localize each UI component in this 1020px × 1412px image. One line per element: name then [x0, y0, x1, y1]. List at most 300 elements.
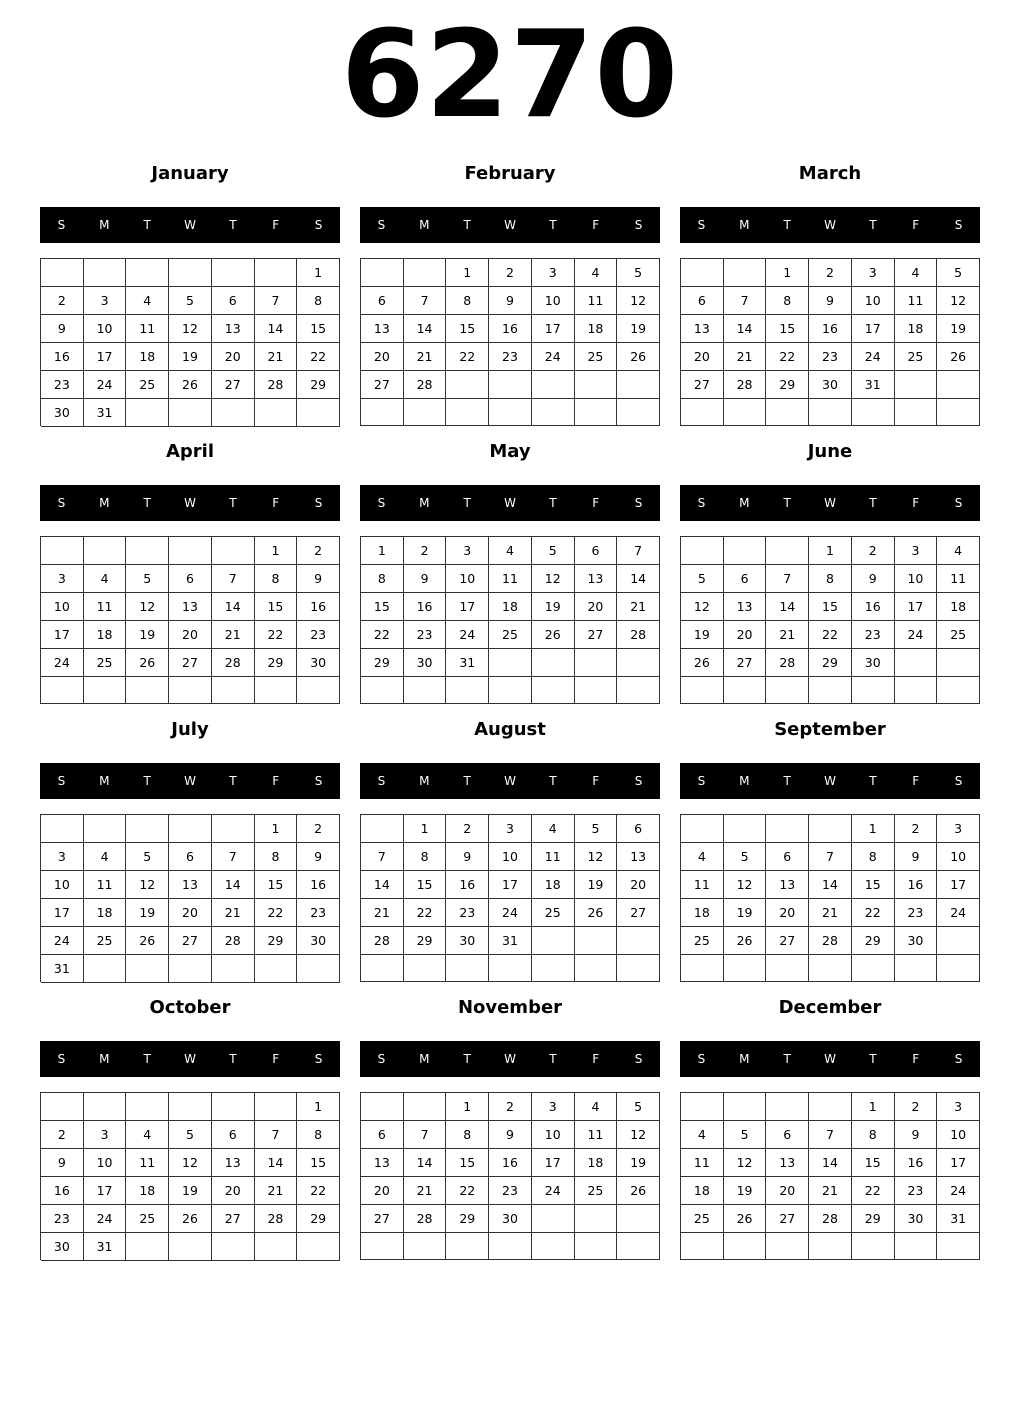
day-cell: 9 [489, 1121, 532, 1149]
day-cell: 15 [446, 1149, 489, 1177]
day-cell: 3 [532, 1093, 575, 1121]
empty-day-cell [489, 649, 532, 677]
empty-day-cell [532, 371, 575, 399]
weekday-header: S [697, 218, 706, 232]
weekday-header-row [40, 207, 340, 243]
day-cell: 16 [404, 593, 447, 621]
day-cell: 22 [361, 621, 404, 649]
empty-day-cell [895, 399, 938, 426]
day-cell: 18 [937, 593, 980, 621]
empty-day-cell [617, 1205, 660, 1233]
weekday-header: S [954, 218, 963, 232]
weekday-header: F [912, 496, 920, 510]
empty-day-cell [575, 955, 618, 982]
weekday-header: T [783, 218, 791, 232]
day-cell: 30 [297, 649, 340, 677]
day-cell: 6 [724, 565, 767, 593]
empty-day-cell [255, 677, 298, 704]
month-name: March [798, 163, 862, 184]
empty-day-cell [724, 677, 767, 704]
day-cell: 7 [255, 1121, 298, 1149]
day-cell: 14 [212, 593, 255, 621]
empty-day-cell [852, 399, 895, 426]
weekday-header: T [229, 218, 237, 232]
day-cell: 20 [681, 343, 724, 371]
day-cell: 1 [446, 1093, 489, 1121]
weekday-header: T [143, 496, 151, 510]
empty-day-cell [766, 537, 809, 565]
empty-day-cell [489, 955, 532, 982]
day-cell: 5 [724, 1121, 767, 1149]
weekday-header: W [184, 1052, 196, 1066]
empty-day-cell [169, 537, 212, 565]
day-cell: 8 [297, 1121, 340, 1149]
weekday-header: S [57, 218, 66, 232]
day-cell: 9 [895, 1121, 938, 1149]
empty-day-cell [41, 259, 84, 287]
empty-day-cell [895, 1233, 938, 1260]
weekday-header: S [697, 496, 706, 510]
day-cell: 26 [617, 343, 660, 371]
empty-day-cell [532, 1205, 575, 1233]
day-cell: 18 [126, 1177, 169, 1205]
weekday-header-row [40, 763, 340, 799]
month-name: August [474, 719, 546, 740]
day-cell: 24 [895, 621, 938, 649]
empty-day-cell [617, 955, 660, 982]
empty-day-cell [41, 537, 84, 565]
day-cell: 23 [297, 621, 340, 649]
day-cell: 1 [297, 259, 340, 287]
day-cell: 22 [297, 343, 340, 371]
day-cell: 17 [84, 343, 127, 371]
empty-day-cell [404, 399, 447, 426]
day-cell: 18 [681, 1177, 724, 1205]
empty-day-cell [255, 399, 298, 427]
weekday-header: M [419, 496, 430, 510]
day-cell: 29 [361, 649, 404, 677]
day-cell: 1 [361, 537, 404, 565]
day-cell: 7 [212, 843, 255, 871]
day-cell: 24 [489, 899, 532, 927]
day-cell: 23 [404, 621, 447, 649]
empty-day-cell [575, 677, 618, 704]
day-cell: 27 [361, 1205, 404, 1233]
day-cell: 15 [255, 871, 298, 899]
day-cell: 12 [169, 315, 212, 343]
day-cell: 12 [617, 1121, 660, 1149]
day-cell: 15 [852, 1149, 895, 1177]
day-cell: 15 [809, 593, 852, 621]
day-cell: 16 [41, 343, 84, 371]
day-cell: 10 [41, 593, 84, 621]
weekday-header: W [184, 496, 196, 510]
day-cell: 15 [446, 315, 489, 343]
day-cell: 13 [169, 871, 212, 899]
day-cell: 16 [895, 871, 938, 899]
day-cell: 24 [84, 371, 127, 399]
empty-day-cell [489, 1233, 532, 1260]
day-cell: 29 [852, 927, 895, 955]
day-cell: 19 [617, 1149, 660, 1177]
day-cell: 2 [852, 537, 895, 565]
empty-day-cell [617, 371, 660, 399]
day-cell: 18 [84, 621, 127, 649]
day-cell: 6 [361, 287, 404, 315]
day-cell: 12 [126, 593, 169, 621]
empty-day-cell [84, 1093, 127, 1121]
day-cell: 5 [681, 565, 724, 593]
day-grid [40, 814, 340, 982]
day-cell: 13 [617, 843, 660, 871]
day-cell: 28 [724, 371, 767, 399]
month-name: November [457, 997, 563, 1018]
empty-day-cell [84, 815, 127, 843]
day-cell: 9 [895, 843, 938, 871]
day-cell: 2 [446, 815, 489, 843]
day-cell: 7 [724, 287, 767, 315]
day-cell: 22 [297, 1177, 340, 1205]
day-cell: 28 [212, 649, 255, 677]
weekday-header-row [680, 485, 980, 521]
day-cell: 31 [84, 1233, 127, 1261]
day-cell: 30 [895, 927, 938, 955]
day-cell: 7 [617, 537, 660, 565]
day-cell: 25 [126, 1205, 169, 1233]
day-cell: 28 [255, 1205, 298, 1233]
day-cell: 10 [489, 843, 532, 871]
day-cell: 16 [809, 315, 852, 343]
day-cell: 25 [575, 343, 618, 371]
weekday-header: T [549, 1052, 557, 1066]
day-cell: 24 [532, 343, 575, 371]
day-cell: 16 [297, 593, 340, 621]
day-cell: 24 [84, 1205, 127, 1233]
weekday-header: T [143, 774, 151, 788]
day-cell: 13 [681, 315, 724, 343]
day-cell: 25 [489, 621, 532, 649]
day-cell: 17 [937, 871, 980, 899]
empty-day-cell [575, 1205, 618, 1233]
day-cell: 6 [617, 815, 660, 843]
day-cell: 30 [852, 649, 895, 677]
empty-day-cell [766, 955, 809, 982]
day-cell: 1 [852, 1093, 895, 1121]
empty-day-cell [617, 399, 660, 426]
day-cell: 21 [212, 899, 255, 927]
month-name: February [464, 163, 556, 184]
day-cell: 5 [126, 565, 169, 593]
weekday-header: F [272, 496, 280, 510]
day-cell: 19 [617, 315, 660, 343]
month-name: June [807, 441, 853, 462]
day-cell: 14 [809, 1149, 852, 1177]
day-cell: 25 [84, 927, 127, 955]
weekday-header: W [184, 218, 196, 232]
weekday-header: S [57, 1052, 66, 1066]
day-cell: 13 [361, 315, 404, 343]
weekday-header: S [634, 1052, 643, 1066]
day-cell: 2 [895, 815, 938, 843]
day-cell: 27 [724, 649, 767, 677]
day-cell: 4 [575, 1093, 618, 1121]
weekday-header: S [954, 774, 963, 788]
day-cell: 6 [766, 1121, 809, 1149]
day-grid [40, 258, 340, 426]
day-cell: 6 [361, 1121, 404, 1149]
day-cell: 2 [41, 1121, 84, 1149]
empty-day-cell [852, 1233, 895, 1260]
weekday-header: S [634, 774, 643, 788]
empty-day-cell [361, 677, 404, 704]
day-cell: 5 [575, 815, 618, 843]
weekday-header: T [783, 774, 791, 788]
weekday-header: S [634, 218, 643, 232]
day-cell: 11 [575, 287, 618, 315]
empty-day-cell [937, 1233, 980, 1260]
day-cell: 5 [169, 1121, 212, 1149]
weekday-header: S [377, 774, 386, 788]
day-cell: 12 [617, 287, 660, 315]
day-cell: 28 [809, 927, 852, 955]
day-cell: 9 [852, 565, 895, 593]
day-cell: 13 [361, 1149, 404, 1177]
empty-day-cell [575, 927, 618, 955]
day-cell: 18 [895, 315, 938, 343]
empty-day-cell [489, 371, 532, 399]
day-cell: 12 [532, 565, 575, 593]
month-name: January [151, 163, 229, 184]
weekday-header: T [549, 774, 557, 788]
day-cell: 16 [297, 871, 340, 899]
day-cell: 10 [84, 1149, 127, 1177]
day-cell: 27 [766, 927, 809, 955]
day-cell: 27 [681, 371, 724, 399]
weekday-header: F [272, 774, 280, 788]
day-cell: 19 [169, 1177, 212, 1205]
day-cell: 30 [404, 649, 447, 677]
weekday-header: W [504, 496, 516, 510]
empty-day-cell [532, 399, 575, 426]
empty-day-cell [126, 1233, 169, 1261]
day-grid [40, 1092, 340, 1260]
weekday-header: T [229, 774, 237, 788]
day-cell: 27 [212, 1205, 255, 1233]
day-cell: 8 [766, 287, 809, 315]
day-cell: 23 [895, 1177, 938, 1205]
day-cell: 29 [297, 1205, 340, 1233]
day-cell: 14 [724, 315, 767, 343]
day-grid [680, 814, 980, 982]
day-cell: 22 [255, 899, 298, 927]
empty-day-cell [937, 649, 980, 677]
day-grid [360, 258, 660, 426]
empty-day-cell [937, 399, 980, 426]
day-cell: 21 [617, 593, 660, 621]
day-cell: 20 [169, 899, 212, 927]
day-cell: 25 [126, 371, 169, 399]
day-cell: 11 [575, 1121, 618, 1149]
empty-day-cell [84, 537, 127, 565]
day-cell: 23 [809, 343, 852, 371]
empty-day-cell [169, 1093, 212, 1121]
day-cell: 2 [895, 1093, 938, 1121]
empty-day-cell [617, 649, 660, 677]
weekday-header: T [229, 1052, 237, 1066]
empty-day-cell [212, 677, 255, 704]
day-cell: 2 [809, 259, 852, 287]
day-cell: 3 [41, 565, 84, 593]
day-cell: 5 [937, 259, 980, 287]
day-cell: 16 [489, 315, 532, 343]
day-cell: 26 [126, 649, 169, 677]
day-cell: 27 [361, 371, 404, 399]
empty-day-cell [532, 677, 575, 704]
day-cell: 4 [895, 259, 938, 287]
day-grid [360, 814, 660, 982]
day-cell: 7 [255, 287, 298, 315]
day-cell: 26 [681, 649, 724, 677]
empty-day-cell [297, 677, 340, 704]
empty-day-cell [404, 1233, 447, 1260]
day-cell: 16 [895, 1149, 938, 1177]
empty-day-cell [361, 955, 404, 982]
day-cell: 2 [489, 1093, 532, 1121]
day-cell: 23 [489, 1177, 532, 1205]
empty-day-cell [681, 815, 724, 843]
day-cell: 20 [361, 343, 404, 371]
day-cell: 23 [895, 899, 938, 927]
empty-day-cell [361, 815, 404, 843]
day-cell: 11 [126, 315, 169, 343]
weekday-header: F [912, 774, 920, 788]
day-cell: 22 [404, 899, 447, 927]
weekday-header: F [912, 1052, 920, 1066]
day-cell: 28 [809, 1205, 852, 1233]
empty-day-cell [41, 1093, 84, 1121]
empty-day-cell [766, 677, 809, 704]
day-cell: 30 [895, 1205, 938, 1233]
weekday-header: M [99, 1052, 110, 1066]
empty-day-cell [724, 1233, 767, 1260]
empty-day-cell [809, 1233, 852, 1260]
empty-day-cell [446, 955, 489, 982]
empty-day-cell [212, 537, 255, 565]
day-cell: 15 [852, 871, 895, 899]
day-cell: 8 [255, 565, 298, 593]
day-cell: 10 [532, 1121, 575, 1149]
day-cell: 20 [361, 1177, 404, 1205]
day-cell: 12 [937, 287, 980, 315]
day-cell: 31 [852, 371, 895, 399]
weekday-header: W [824, 774, 836, 788]
day-cell: 26 [169, 371, 212, 399]
empty-day-cell [404, 677, 447, 704]
day-cell: 24 [446, 621, 489, 649]
day-cell: 10 [84, 315, 127, 343]
day-cell: 23 [446, 899, 489, 927]
day-cell: 27 [766, 1205, 809, 1233]
day-cell: 7 [404, 1121, 447, 1149]
empty-day-cell [212, 1233, 255, 1261]
day-cell: 18 [681, 899, 724, 927]
empty-day-cell [255, 955, 298, 983]
day-cell: 3 [41, 843, 84, 871]
day-cell: 6 [212, 287, 255, 315]
day-cell: 26 [617, 1177, 660, 1205]
empty-day-cell [724, 955, 767, 982]
empty-day-cell [575, 649, 618, 677]
day-cell: 4 [681, 1121, 724, 1149]
day-cell: 22 [809, 621, 852, 649]
day-cell: 24 [852, 343, 895, 371]
empty-day-cell [446, 399, 489, 426]
day-cell: 8 [446, 287, 489, 315]
empty-day-cell [446, 677, 489, 704]
day-cell: 21 [255, 343, 298, 371]
day-cell: 26 [575, 899, 618, 927]
day-cell: 20 [617, 871, 660, 899]
weekday-header: W [824, 496, 836, 510]
empty-day-cell [212, 259, 255, 287]
empty-day-cell [361, 1233, 404, 1260]
day-cell: 11 [126, 1149, 169, 1177]
day-cell: 30 [446, 927, 489, 955]
day-cell: 4 [126, 287, 169, 315]
empty-day-cell [126, 399, 169, 427]
day-cell: 5 [617, 259, 660, 287]
empty-day-cell [84, 955, 127, 983]
day-cell: 31 [41, 955, 84, 983]
empty-day-cell [446, 1233, 489, 1260]
empty-day-cell [617, 677, 660, 704]
day-cell: 21 [809, 1177, 852, 1205]
empty-day-cell [766, 1233, 809, 1260]
day-cell: 3 [852, 259, 895, 287]
weekday-header: S [57, 496, 66, 510]
weekday-header: W [824, 1052, 836, 1066]
empty-day-cell [852, 955, 895, 982]
empty-day-cell [895, 649, 938, 677]
day-cell: 26 [169, 1205, 212, 1233]
weekday-header: T [549, 496, 557, 510]
day-cell: 19 [126, 899, 169, 927]
day-cell: 17 [446, 593, 489, 621]
empty-day-cell [724, 1093, 767, 1121]
weekday-header: T [869, 218, 877, 232]
day-cell: 8 [361, 565, 404, 593]
day-cell: 13 [212, 315, 255, 343]
day-cell: 9 [41, 1149, 84, 1177]
day-cell: 29 [255, 649, 298, 677]
day-cell: 24 [937, 1177, 980, 1205]
day-cell: 9 [404, 565, 447, 593]
empty-day-cell [937, 677, 980, 704]
empty-day-cell [809, 955, 852, 982]
day-cell: 6 [681, 287, 724, 315]
empty-day-cell [937, 927, 980, 955]
day-cell: 15 [255, 593, 298, 621]
day-cell: 9 [809, 287, 852, 315]
day-cell: 4 [532, 815, 575, 843]
day-cell: 7 [809, 843, 852, 871]
day-cell: 22 [766, 343, 809, 371]
empty-day-cell [489, 677, 532, 704]
weekday-header: S [634, 496, 643, 510]
day-cell: 20 [575, 593, 618, 621]
empty-day-cell [41, 677, 84, 704]
day-cell: 18 [84, 899, 127, 927]
